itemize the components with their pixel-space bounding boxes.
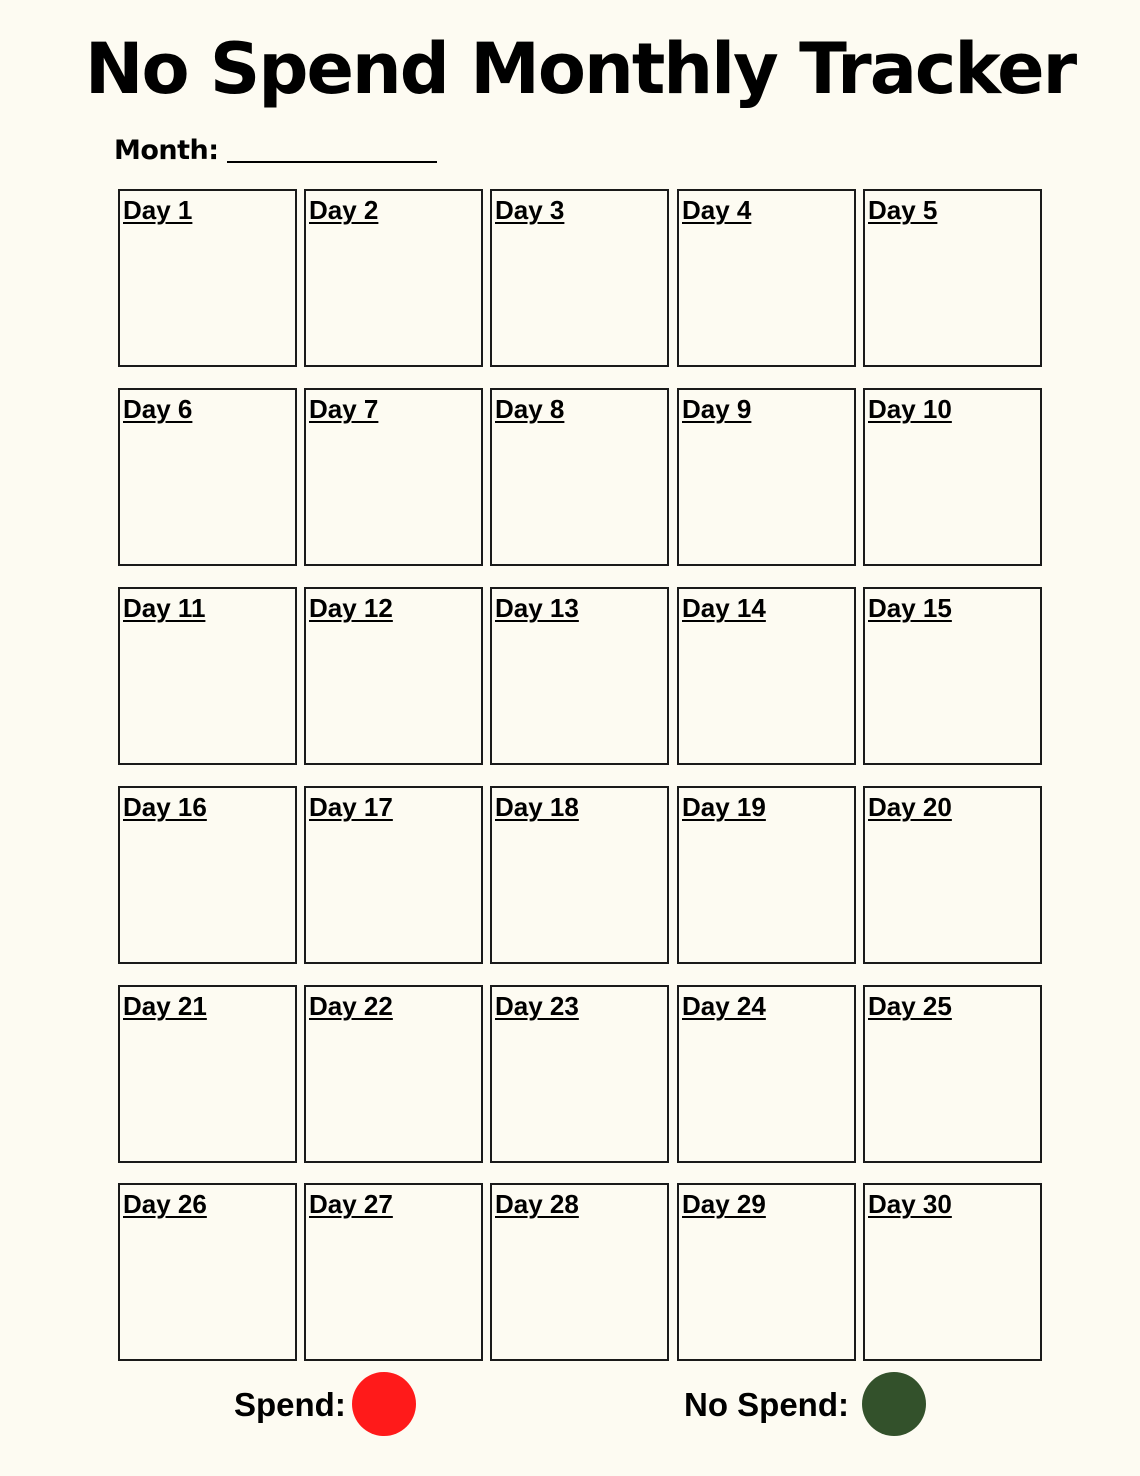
day-cell[interactable] <box>118 388 297 566</box>
day-cell[interactable] <box>304 786 483 964</box>
day-cell[interactable] <box>677 985 856 1163</box>
month-row <box>114 130 219 170</box>
month-field[interactable] <box>227 161 437 163</box>
day-label: Day 15 <box>868 593 952 623</box>
day-label: Day 24 <box>682 991 766 1021</box>
day-cell[interactable] <box>490 587 669 765</box>
day-cell[interactable] <box>677 189 856 367</box>
day-label: Day 5 <box>868 195 938 225</box>
day-label: Day 1 <box>123 195 193 225</box>
spend-legend-label: Spend: <box>234 1386 346 1423</box>
day-label: Day 25 <box>868 991 952 1021</box>
day-label: Day 17 <box>309 792 393 822</box>
day-cell[interactable] <box>863 388 1042 566</box>
day-label: Day 9 <box>682 394 752 424</box>
day-label: Day 4 <box>682 195 752 225</box>
day-label: Day 11 <box>123 593 206 623</box>
day-cell[interactable] <box>304 388 483 566</box>
day-label: Day 16 <box>123 792 207 822</box>
day-cell[interactable] <box>118 587 297 765</box>
no-spend-color-dot <box>862 1372 926 1436</box>
day-label: Day 22 <box>309 991 393 1021</box>
day-cell[interactable] <box>304 985 483 1163</box>
day-label: Day 30 <box>868 1189 952 1219</box>
day-cell[interactable] <box>677 388 856 566</box>
day-label: Day 29 <box>682 1189 766 1219</box>
day-cell[interactable] <box>863 189 1042 367</box>
day-label: Day 6 <box>123 394 193 424</box>
day-label: Day 21 <box>123 991 207 1021</box>
day-label: Day 26 <box>123 1189 207 1219</box>
day-label: Day 13 <box>495 593 579 623</box>
day-label: Day 20 <box>868 792 952 822</box>
day-cell[interactable] <box>118 786 297 964</box>
spend-color-dot <box>352 1372 416 1436</box>
day-label: Day 18 <box>495 792 579 822</box>
day-label: Day 8 <box>495 394 565 424</box>
day-label: Day 10 <box>868 394 952 424</box>
day-label: Day 2 <box>309 195 379 225</box>
day-cell[interactable] <box>863 1183 1042 1361</box>
day-cell[interactable] <box>677 587 856 765</box>
day-label: Day 27 <box>309 1189 393 1219</box>
no-spend-legend-label: No Spend: <box>684 1386 849 1423</box>
day-cell[interactable] <box>490 786 669 964</box>
day-cell[interactable] <box>490 985 669 1163</box>
day-cell[interactable] <box>118 985 297 1163</box>
day-label: Day 12 <box>309 593 393 623</box>
day-label: Day 7 <box>309 394 379 424</box>
day-cell[interactable] <box>490 1183 669 1361</box>
day-label: Day 19 <box>682 792 766 822</box>
day-label: Day 28 <box>495 1189 579 1219</box>
day-cell[interactable] <box>677 786 856 964</box>
day-cell[interactable] <box>677 1183 856 1361</box>
day-cell[interactable] <box>863 587 1042 765</box>
month-label: Month: <box>114 134 219 166</box>
day-label: Day 23 <box>495 991 579 1021</box>
day-cell[interactable] <box>490 388 669 566</box>
day-cell[interactable] <box>118 1183 297 1361</box>
day-cell[interactable] <box>863 985 1042 1163</box>
day-cell[interactable] <box>490 189 669 367</box>
day-label: Day 14 <box>682 593 766 623</box>
day-cell[interactable] <box>118 189 297 367</box>
day-cell[interactable] <box>863 786 1042 964</box>
day-cell[interactable] <box>304 189 483 367</box>
day-cell[interactable] <box>304 587 483 765</box>
page-title: No Spend Monthly Tracker <box>84 28 1076 110</box>
day-cell[interactable] <box>304 1183 483 1361</box>
day-label: Day 3 <box>495 195 565 225</box>
